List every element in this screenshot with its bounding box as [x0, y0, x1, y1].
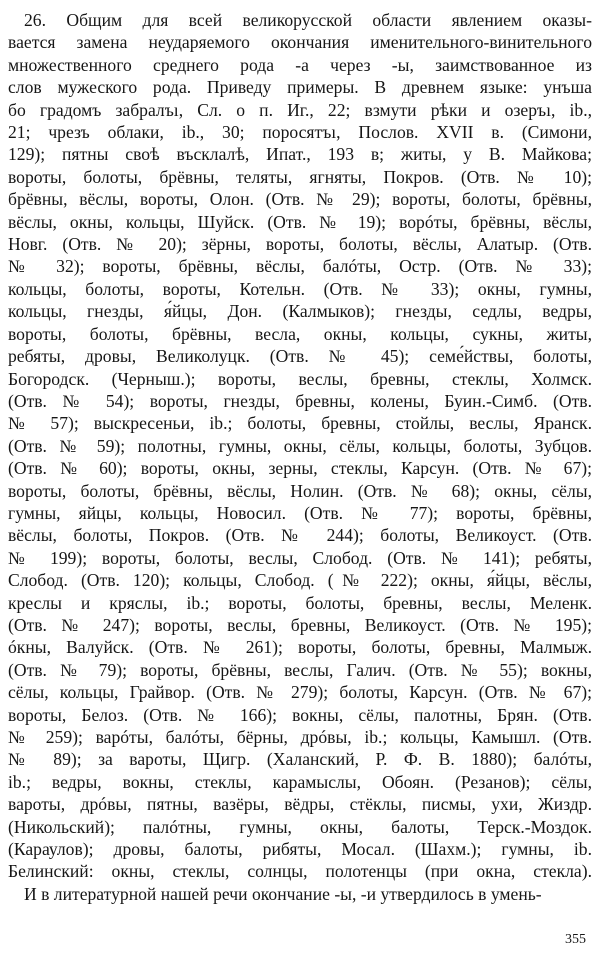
- text-line: Белинский: окны, стеклы, солнцы, полотенцы (при окна, стекла).: [8, 861, 592, 882]
- text-line: множественного среднего рода -а через -ы, заимствованное из: [8, 54, 592, 75]
- text-line: бо градомъ забралъı, Сл. о п. Иг., 22; взмути рѣки и озеръı, ib.,: [8, 99, 592, 120]
- text-line: кольцы, болоты, вороты, Котельн. (Отв. № 33); окны, гумны,: [8, 278, 592, 299]
- text-line: вароты, дрóвы, пятны, вазёры, вёдры, стёклы, писмы, ухи, Жиздр.: [8, 794, 592, 815]
- text-line: Слобод. (Отв. 120); кольцы, Слобод. (№ 222); окны, я́йцы, вёслы,: [8, 570, 592, 591]
- text-line: 129); пятны своѣ въсклалѣ, Ипат., 193 в; житы, у В. Майкова;: [8, 144, 592, 165]
- text-line: № 32); вороты, брёвны, вёслы, балóты, Остр. (Отв. № 33);: [8, 256, 592, 277]
- text-line: вороты, болоты, брёвны, вёслы, Нолин. (Отв. № 68); окны, сёлы,: [8, 480, 592, 501]
- text-line: (Никольский); палóтны, гумны, окны, балоты, Терск.-Моздок.: [8, 816, 592, 837]
- text-line: (Отв. № 247); вороты, веслы, бревны, Великоуст. (Отв. № 195);: [8, 614, 592, 635]
- text-line: (Отв. № 54); вороты, гнезды, бревны, колены, Буин.-Симб. (Отв.: [8, 390, 592, 411]
- text-line: вороты, болоты, брёвны, теляты, ягняты, Покров. (Отв. № 10);: [8, 166, 592, 187]
- text-line: гумны, яйцы, кольцы, Новосил. (Отв. № 77); вороты, брёвны,: [8, 502, 592, 523]
- text-line: сёлы, кольцы, Грайвор. (Отв. № 279); болоты, Карсун. (Отв. № 67);: [8, 682, 592, 703]
- text-line: слов мужеского рода. Приведу примеры. В древнем языке: унъша: [8, 77, 592, 98]
- text-line: Богородск. (Черныш.); вороты, веслы, бревны, стеклы, Холмск.: [8, 368, 592, 389]
- text-line: № 259); варóты, балóты, бёрны, дрóвы, ib.; кольцы, Камышл. (Отв.: [8, 727, 592, 747]
- text-line: вается замена неударяемого окончания именительного-винительного: [8, 32, 592, 53]
- text-line: ребяты, дровы, Великолуцк. (Отв. № 45); семе́йствы, болоты,: [8, 346, 592, 367]
- text-line: вороты, болоты, брёвны, весла, окны, кольцы, сукны, житы,: [8, 323, 592, 344]
- text-line: вороты, Белоз. (Отв. № 166); вокны, сёлы, палотны, Брян. (Отв.: [8, 704, 592, 725]
- text-line: ib.; ведры, вокны, стеклы, карамыслы, Обоян. (Резанов); сёлы,: [8, 771, 592, 792]
- text-line: (Караулов); дровы, балоты, рибяты, Мосал. (Шахм.); гумны, ib.: [8, 839, 592, 860]
- text-line: (Отв. № 60); вороты, окны, зерны, стеклы, Карсун. (Отв. № 67);: [8, 458, 592, 479]
- paragraph: [8, 9, 592, 905]
- text-line: вёслы, болоты, Покров. (Отв. № 244); болоты, Великоуст. (Отв.: [8, 525, 592, 546]
- text-line: И в литературной нашей речи окончание -ы, -и утвердилось в умень-: [24, 883, 542, 904]
- text-line: Новг. (Отв. № 20); зёрны, вороты, болоты, вёслы, Алатыр. (Отв.: [8, 234, 592, 255]
- text-line: № 57); выскресеньи, ib.; болоты, бревны, стойлы, веслы, Яранск.: [8, 413, 592, 434]
- text-line: 26. Общим для всей великорусской области явлением оказы-: [24, 10, 592, 30]
- text-line: брёвны, вёслы, вороты, Олон. (Отв. № 29); вороты, болоты, брёвны,: [8, 189, 592, 210]
- text-line: № 89); за вароты, Щигр. (Халанский, Р. Ф. В. 1880); балóты,: [8, 749, 592, 770]
- text-line: (Отв. № 59); полотны, гумны, окны, сёлы, кольцы, болоты, Зубцов.: [8, 435, 592, 456]
- text-line: креслы и кряслы, ib.; вороты, болоты, бревны, веслы, Меленк.: [8, 592, 592, 613]
- text-line: № 199); вороты, болоты, веслы, Слобод. (Отв. № 141); ребяты,: [8, 547, 592, 568]
- text-line: óкны, Валуйск. (Отв. № 261); вороты, болоты, бревны, Малмыж.: [8, 637, 592, 658]
- text-line: кольцы, гнезды, я́йцы, Дон. (Калмыков); гнезды, седлы, ведры,: [8, 301, 592, 322]
- text-line: вёслы, окны, кольцы, Шуйск. (Отв. № 19); ворóты, брёвны, вёслы,: [8, 211, 592, 232]
- text-line: 21; чрезъ облаки, ib., 30; поросятъı, Послов. XVII в. (Симони,: [8, 122, 592, 143]
- page-number: 355: [565, 932, 586, 947]
- text-line: (Отв. № 79); вороты, брёвны, веслы, Галич. (Отв. № 55); вокны,: [8, 659, 592, 680]
